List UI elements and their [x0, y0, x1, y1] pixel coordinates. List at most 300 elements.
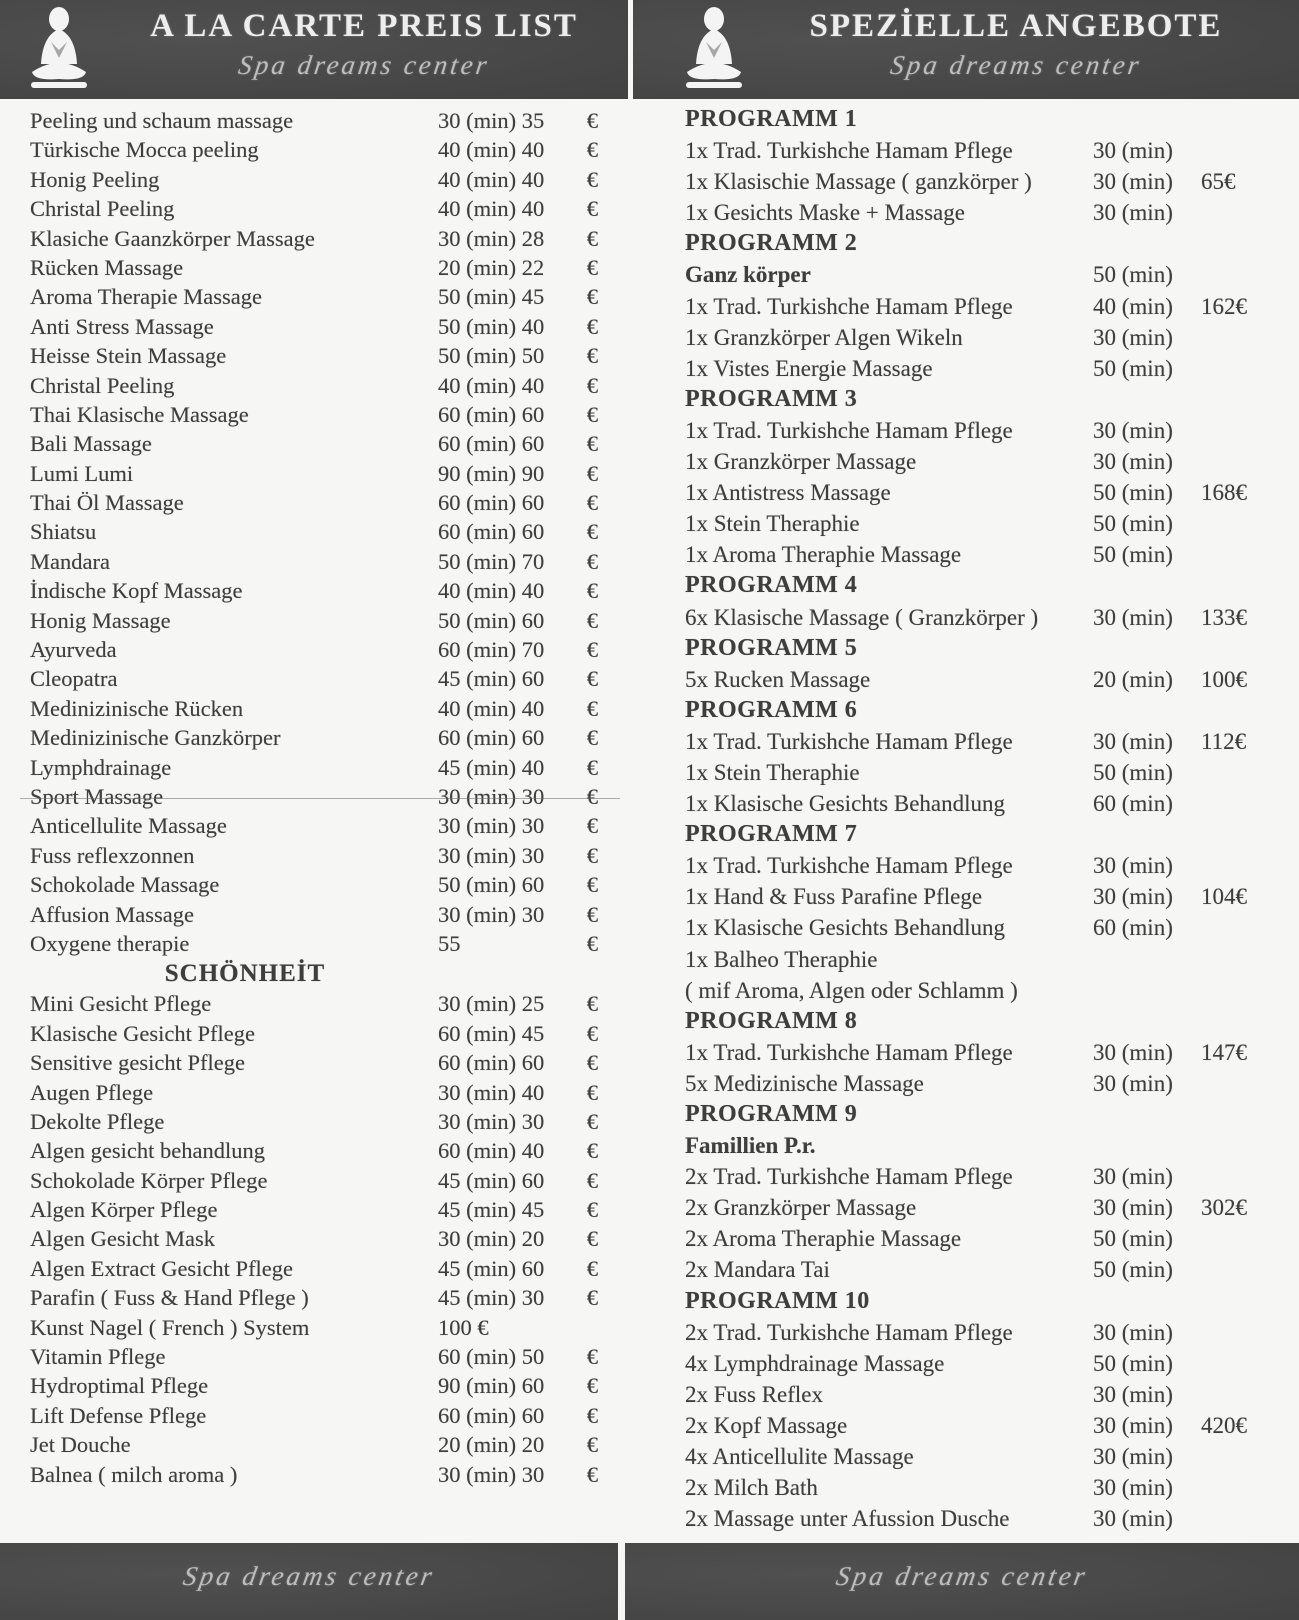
price-row	[30, 282, 620, 311]
service-name: Mini Gesicht Pflege	[30, 991, 212, 1017]
service-name: Parafin ( Fuss & Hand Pflege )	[30, 1285, 309, 1311]
program-row	[685, 322, 1289, 353]
euro-sign: €	[586, 901, 598, 927]
duration-price: 20 (min) 20	[438, 1432, 545, 1458]
duration: 30 (min)	[1093, 1412, 1173, 1438]
price-row	[30, 1460, 620, 1489]
price-row	[30, 782, 620, 811]
service-name: Bali Massage	[30, 431, 152, 457]
service-price	[438, 547, 598, 576]
euro-sign: €	[586, 1138, 598, 1164]
price-row	[30, 224, 620, 253]
price-row	[30, 1195, 620, 1224]
euro-sign: €	[586, 725, 598, 751]
program-row	[685, 1410, 1289, 1441]
duration-price: 30 (min) 30	[438, 783, 545, 809]
euro-sign: €	[586, 1344, 598, 1370]
service-name: Medinizinische Ganzkörper	[30, 725, 281, 751]
program-service-name: 1x Klasischie Massage ( ganzkörper )	[685, 169, 1032, 195]
program-row	[685, 664, 1289, 695]
duration-price: 60 (min) 60	[438, 725, 545, 751]
price-row	[30, 312, 620, 341]
program-row	[685, 602, 1289, 633]
euro-sign: €	[586, 666, 598, 692]
right-title: SPEZİELLE ANGEBOTE	[809, 8, 1223, 44]
program-service-name: 1x Trad. Turkishche Hamam Pflege	[685, 417, 1013, 443]
price-row	[30, 635, 620, 664]
program-total: 133€	[1201, 604, 1247, 630]
euro-sign: €	[586, 225, 598, 251]
service-name: Algen gesicht behandlung	[30, 1138, 265, 1164]
price-row	[30, 165, 620, 194]
program-row	[685, 166, 1289, 197]
service-name: İndische Kopf Massage	[30, 578, 243, 604]
service-name: Heisse Stein Massage	[30, 343, 227, 369]
duration: 30 (min)	[1093, 1164, 1173, 1190]
duration-price: 100 €	[438, 1314, 489, 1340]
duration-price: 40 (min) 40	[438, 137, 545, 163]
price-row	[30, 841, 620, 870]
duration-price: 50 (min) 40	[438, 313, 545, 339]
euro-sign: €	[586, 842, 598, 868]
duration: 60 (min)	[1093, 791, 1173, 817]
duration: 50 (min)	[1093, 1257, 1173, 1283]
duration-price: 60 (min) 45	[438, 1020, 545, 1046]
euro-sign: €	[586, 813, 598, 839]
price-row	[30, 1371, 620, 1400]
service-name: Vitamin Pflege	[30, 1344, 166, 1370]
duration: 30 (min)	[1093, 200, 1173, 226]
program-service-name: 2x Trad. Turkishche Hamam Pflege	[685, 1319, 1013, 1345]
program-service-name: PROGRAMM 5	[685, 634, 858, 661]
service-price	[438, 1430, 598, 1459]
duration: 50 (min)	[1093, 262, 1173, 288]
service-price	[438, 606, 598, 635]
program-row	[685, 353, 1289, 384]
euro-sign: €	[586, 1020, 598, 1046]
program-row	[685, 1472, 1289, 1503]
program-row	[685, 1161, 1289, 1192]
service-price	[438, 341, 598, 370]
duration-price: 30 (min) 20	[438, 1226, 545, 1252]
service-name: Jet Douche	[30, 1432, 131, 1458]
program-row	[685, 726, 1289, 757]
brand-script: Spa dreams center	[888, 50, 1144, 80]
program-service-name: 1x Klasische Gesichts Behandlung	[685, 791, 1006, 817]
service-name: Peeling und schaum massage	[30, 108, 294, 133]
duration: 30 (min)	[1093, 728, 1173, 754]
price-row	[30, 929, 620, 958]
price-row	[30, 1313, 620, 1342]
program-total: 100€	[1201, 666, 1247, 692]
euro-sign: €	[586, 548, 598, 574]
duration-price: 40 (min) 40	[438, 196, 545, 222]
service-name: Honig Massage	[30, 607, 171, 633]
price-row	[30, 1254, 620, 1283]
program-service-name: 2x Trad. Turkishche Hamam Pflege	[685, 1164, 1013, 1190]
program-service-name: 1x Trad. Turkishche Hamam Pflege	[685, 728, 1013, 754]
service-price	[438, 224, 598, 253]
euro-sign: €	[586, 460, 598, 486]
service-price	[438, 1048, 598, 1077]
program-row	[685, 1068, 1289, 1099]
service-name: Sport Massage	[30, 783, 164, 809]
service-name: Schokolade Massage	[30, 872, 220, 898]
service-name: Hydroptimal Pflege	[30, 1373, 209, 1399]
program-service-name: PROGRAMM 6	[685, 696, 858, 723]
program-service-name: 1x Aroma Theraphie Massage	[685, 542, 962, 568]
duration-price: 60 (min) 60	[438, 431, 545, 457]
left-header-band	[0, 0, 628, 99]
service-price	[438, 312, 598, 341]
service-price	[438, 194, 598, 223]
program-row	[685, 944, 1289, 975]
program-row	[685, 197, 1289, 228]
price-row	[30, 341, 620, 370]
program-service-name: 2x Granzkörper Massage	[685, 1195, 917, 1221]
program-total: 112€	[1201, 728, 1247, 754]
price-row	[30, 429, 620, 458]
price-row	[30, 1342, 620, 1371]
program-service-name: 1x Balheo Theraphie	[685, 946, 878, 972]
service-name: Medinizinische Rücken	[30, 695, 244, 721]
program-row	[685, 259, 1289, 290]
duration-price: 60 (min) 40	[438, 1138, 545, 1164]
duration-price: 40 (min) 40	[438, 695, 545, 721]
euro-sign: €	[586, 872, 598, 898]
duration: 50 (min)	[1093, 1350, 1173, 1376]
program-service-name: 2x Mandara Tai	[685, 1257, 830, 1283]
duration: 50 (min)	[1093, 480, 1173, 506]
service-name: Oxygene therapie	[30, 930, 190, 956]
program-service-name: 1x Hand & Fuss Parafine Pflege	[685, 884, 983, 910]
program-service-name: 4x Anticellulite Massage	[685, 1444, 914, 1470]
service-name: Shiatsu	[30, 519, 97, 545]
program-header	[685, 1286, 1289, 1317]
duration-price: 30 (min) 30	[438, 901, 545, 927]
service-price	[438, 1371, 598, 1400]
service-name: Affusion Massage	[30, 901, 194, 927]
euro-sign: €	[586, 343, 598, 369]
service-name: Aroma Therapie Massage	[30, 284, 262, 310]
price-row	[30, 135, 620, 164]
service-price	[438, 753, 598, 782]
euro-sign: €	[586, 401, 598, 427]
price-row	[30, 1107, 620, 1136]
price-row	[30, 371, 620, 400]
service-price	[438, 841, 598, 870]
program-service-name: 2x Massage unter Afussion Dusche	[685, 1506, 1010, 1532]
euro-sign: €	[586, 754, 598, 780]
service-price	[438, 1283, 598, 1312]
duration-price: 30 (min) 30	[438, 813, 545, 839]
price-row	[30, 253, 620, 282]
program-row	[685, 135, 1289, 166]
lotus-logo-icon	[20, 6, 98, 96]
service-price	[438, 1107, 598, 1136]
euro-sign: €	[586, 1226, 598, 1252]
euro-sign: €	[586, 1432, 598, 1458]
duration-price: 20 (min) 22	[438, 254, 545, 280]
euro-sign: €	[586, 1108, 598, 1134]
service-name: Algen Körper Pflege	[30, 1197, 218, 1223]
program-service-name: Famillien P.r.	[685, 1133, 816, 1159]
price-row	[30, 1166, 620, 1195]
service-name: Cleopatra	[30, 666, 118, 692]
service-price	[438, 517, 598, 546]
program-row	[685, 477, 1289, 508]
duration: 40 (min)	[1093, 293, 1173, 319]
service-price	[438, 1019, 598, 1048]
duration-price: 45 (min) 30	[438, 1285, 545, 1311]
service-name: Fuss reflexzonnen	[30, 842, 195, 868]
program-service-name: 1x Trad. Turkishche Hamam Pflege	[685, 138, 1013, 164]
program-row	[685, 757, 1289, 788]
duration: 30 (min)	[1093, 1039, 1173, 1065]
service-name: Türkische Mocca peeling	[30, 137, 259, 163]
a-la-carte-list	[0, 106, 620, 1489]
price-row	[30, 606, 620, 635]
program-total: 104€	[1201, 884, 1247, 910]
service-name: Ayurveda	[30, 637, 117, 663]
service-price	[438, 929, 598, 958]
euro-sign: €	[586, 196, 598, 222]
program-row	[685, 539, 1289, 570]
program-total: 147€	[1201, 1039, 1247, 1065]
program-service-name: 1x Granzkörper Massage	[685, 449, 917, 475]
duration-price: 45 (min) 60	[438, 1255, 545, 1281]
program-service-name: 1x Trad. Turkishche Hamam Pflege	[685, 1039, 1013, 1065]
program-service-name: 5x Rucken Massage	[685, 666, 871, 692]
service-name: Lymphdrainage	[30, 754, 172, 780]
price-row	[30, 1078, 620, 1107]
program-header	[685, 1006, 1289, 1037]
duration-price: 60 (min) 50	[438, 1344, 545, 1370]
duration-price: 50 (min) 60	[438, 872, 545, 898]
program-row	[685, 1192, 1289, 1223]
duration: 50 (min)	[1093, 759, 1173, 785]
duration: 20 (min)	[1093, 666, 1173, 692]
duration: 50 (min)	[1093, 511, 1173, 537]
program-service-name: 1x Stein Theraphie	[685, 511, 860, 537]
duration-price: 60 (min) 60	[438, 401, 545, 427]
duration-price: 40 (min) 40	[438, 166, 545, 192]
service-name: Lumi Lumi	[30, 460, 134, 486]
right-footer-band	[625, 1543, 1299, 1620]
service-name: Honig Peeling	[30, 166, 160, 192]
duration-price: 55	[438, 930, 461, 956]
duration: 50 (min)	[1093, 355, 1173, 381]
program-service-name: PROGRAMM 3	[685, 385, 858, 412]
euro-sign: €	[586, 254, 598, 280]
service-price	[438, 989, 598, 1018]
duration-price: 60 (min) 60	[438, 1050, 545, 1076]
duration-price: 60 (min) 60	[438, 490, 545, 516]
program-row	[685, 881, 1289, 912]
service-price	[438, 282, 598, 311]
program-header	[685, 228, 1289, 259]
program-service-name: 6x Klasische Massage ( Granzkörper )	[685, 604, 1039, 630]
program-service-name: 5x Medizinische Massage	[685, 1070, 924, 1096]
left-footer-band	[0, 1543, 618, 1620]
price-row	[30, 106, 620, 135]
service-name: Klasiche Gaanzkörper Massage	[30, 225, 315, 251]
service-price	[438, 870, 598, 899]
program-header	[685, 384, 1289, 415]
duration: 30 (min)	[1093, 604, 1173, 630]
duration: 30 (min)	[1093, 1319, 1173, 1345]
service-price	[438, 576, 598, 605]
duration-price: 50 (min) 50	[438, 343, 545, 369]
euro-sign: €	[586, 607, 598, 633]
duration-price: 45 (min) 40	[438, 754, 545, 780]
program-service-name: 2x Fuss Reflex	[685, 1381, 823, 1407]
service-price	[438, 1254, 598, 1283]
duration: 30 (min)	[1093, 449, 1173, 475]
euro-sign: €	[586, 637, 598, 663]
brand-script: Spa dreams center	[833, 1561, 1091, 1591]
program-service-name: PROGRAMM 4	[685, 572, 858, 599]
program-total: 302€	[1201, 1195, 1247, 1221]
program-row	[685, 508, 1289, 539]
duration-price: 50 (min) 45	[438, 284, 545, 310]
brand-script: Spa dreams center	[236, 50, 492, 80]
price-row	[30, 723, 620, 752]
duration-price: 90 (min) 90	[438, 460, 545, 486]
service-name: Dekolte Pflege	[30, 1108, 165, 1134]
program-row	[685, 912, 1289, 943]
service-price	[438, 459, 598, 488]
program-row	[685, 1503, 1289, 1534]
euro-sign: €	[586, 490, 598, 516]
price-row	[30, 488, 620, 517]
program-service-name: 1x Vistes Energie Massage	[685, 355, 933, 381]
program-row	[685, 1379, 1289, 1410]
duration-price: 60 (min) 70	[438, 637, 545, 663]
service-name: Schokolade Körper Pflege	[30, 1167, 268, 1193]
price-row	[30, 753, 620, 782]
duration-price: 45 (min) 45	[438, 1197, 545, 1223]
service-price	[438, 429, 598, 458]
program-row	[685, 1130, 1289, 1161]
program-row	[685, 1441, 1289, 1472]
euro-sign: €	[586, 313, 598, 339]
program-service-name: 1x Trad. Turkishche Hamam Pflege	[685, 853, 1013, 879]
duration: 30 (min)	[1093, 1070, 1173, 1096]
duration: 30 (min)	[1093, 1506, 1173, 1532]
program-service-name: 2x Milch Bath	[685, 1475, 818, 1501]
price-row	[30, 811, 620, 840]
euro-sign: €	[586, 578, 598, 604]
duration-price: 30 (min) 35	[438, 108, 545, 133]
program-row	[685, 1037, 1289, 1068]
service-name: Thai Öl Massage	[30, 490, 184, 516]
program-service-name: ( mif Aroma, Algen oder Schlamm )	[685, 977, 1018, 1003]
program-row	[685, 1223, 1289, 1254]
service-price	[438, 106, 598, 135]
service-price	[438, 488, 598, 517]
duration: 30 (min)	[1093, 138, 1173, 164]
service-name: Sensitive gesicht Pflege	[30, 1050, 245, 1076]
price-row	[30, 1430, 620, 1459]
program-total: 420€	[1201, 1412, 1247, 1438]
service-name: Algen Extract Gesicht Pflege	[30, 1255, 294, 1281]
euro-sign: €	[586, 1167, 598, 1193]
euro-sign: €	[586, 1402, 598, 1428]
duration: 30 (min)	[1093, 884, 1173, 910]
program-service-name: 1x Gesichts Maske + Massage	[685, 200, 965, 226]
spezielle-angebote-list	[633, 104, 1299, 1534]
service-name: Anticellulite Massage	[30, 813, 227, 839]
duration-price: 30 (min) 28	[438, 225, 545, 251]
program-service-name: Ganz körper	[685, 262, 811, 288]
program-row	[685, 850, 1289, 881]
service-price	[438, 1166, 598, 1195]
program-service-name: PROGRAMM 9	[685, 1101, 858, 1127]
service-price	[438, 1342, 598, 1371]
service-price	[438, 1195, 598, 1224]
program-header	[685, 570, 1289, 601]
duration: 50 (min)	[1093, 542, 1173, 568]
euro-sign: €	[586, 1050, 598, 1076]
euro-sign: €	[586, 519, 598, 545]
euro-sign: €	[586, 284, 598, 310]
duration-price: 30 (min) 25	[438, 991, 545, 1017]
service-name: Kunst Nagel ( French ) System	[30, 1314, 310, 1340]
service-name: Christal Peeling	[30, 196, 175, 222]
program-service-name: 2x Aroma Theraphie Massage	[685, 1226, 962, 1252]
price-row	[30, 870, 620, 899]
duration: 30 (min)	[1093, 1195, 1173, 1221]
service-price	[438, 664, 598, 693]
service-name: Thai Klasische Massage	[30, 401, 249, 427]
program-header	[685, 633, 1289, 664]
euro-sign: €	[586, 166, 598, 192]
service-name: Klasische Gesicht Pflege	[30, 1020, 255, 1046]
service-price	[438, 253, 598, 282]
price-row	[30, 576, 620, 605]
program-service-name: 4x Lymphdrainage Massage	[685, 1350, 945, 1376]
euro-sign: €	[586, 1285, 598, 1311]
section-header: SCHÖNHEİT	[164, 960, 326, 988]
duration-price: 45 (min) 60	[438, 666, 545, 692]
program-service-name: PROGRAMM 7	[685, 821, 858, 848]
lotus-logo-icon	[675, 6, 753, 96]
euro-sign: €	[586, 372, 598, 398]
price-row	[30, 1019, 620, 1048]
program-service-name: PROGRAMM 8	[685, 1007, 858, 1034]
euro-sign: €	[586, 1255, 598, 1281]
price-row	[30, 194, 620, 223]
program-service-name: PROGRAMM 2	[685, 230, 858, 257]
service-name: Mandara	[30, 548, 110, 574]
program-row	[685, 1254, 1289, 1285]
duration: 30 (min)	[1093, 1475, 1173, 1501]
program-row	[685, 788, 1289, 819]
price-row	[30, 400, 620, 429]
program-row	[685, 1317, 1289, 1348]
duration-price: 60 (min) 60	[438, 519, 545, 545]
duration: 30 (min)	[1093, 324, 1173, 350]
euro-sign: €	[586, 783, 598, 809]
duration-price: 60 (min) 60	[438, 1402, 545, 1428]
service-price	[438, 723, 598, 752]
euro-sign: €	[586, 695, 598, 721]
service-price	[438, 371, 598, 400]
service-price	[438, 135, 598, 164]
program-row	[685, 415, 1289, 446]
program-service-name: PROGRAMM 1	[685, 106, 858, 132]
